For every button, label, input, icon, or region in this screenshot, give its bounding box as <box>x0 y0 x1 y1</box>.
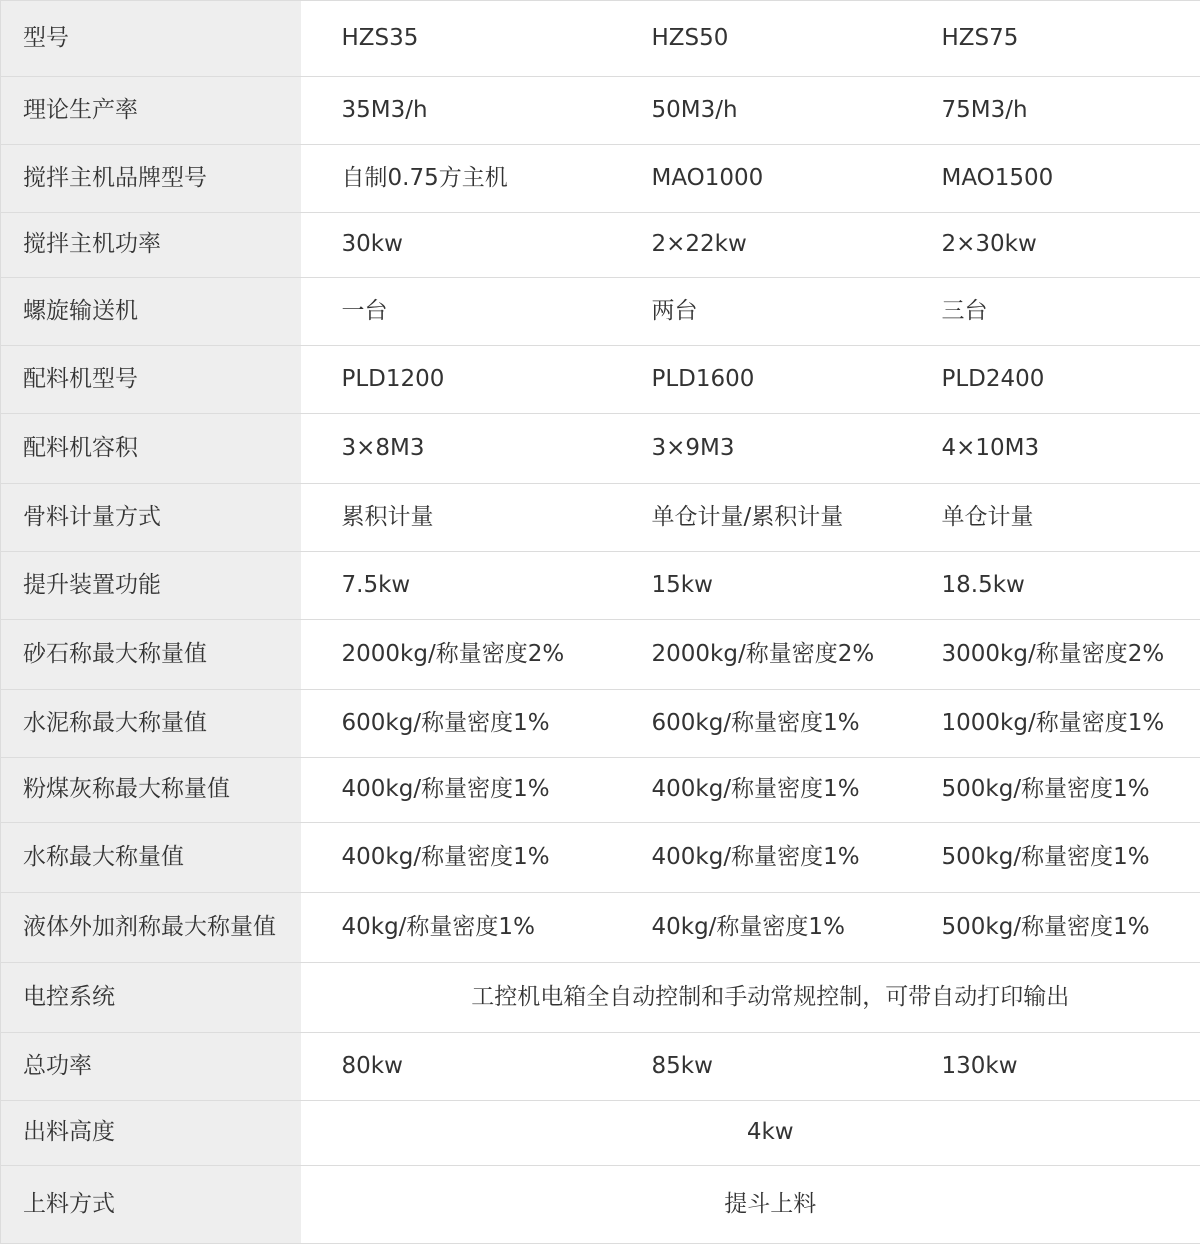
value-cell: 15kw <box>611 552 901 620</box>
value-cell: HZS75 <box>901 1 1200 77</box>
value-cell: 3×9M3 <box>611 414 901 484</box>
table-row <box>1 620 1200 690</box>
row-label: 水泥称最大称量值 <box>1 690 301 758</box>
value-cell: 一台 <box>301 278 611 346</box>
table-row <box>1 1166 1200 1244</box>
value-cell: 400kg/称量密度1% <box>611 758 901 823</box>
value-cell: 3×8M3 <box>301 414 611 484</box>
value-cell: PLD1600 <box>611 346 901 414</box>
row-label: 总功率 <box>1 1033 301 1101</box>
value-cell: 600kg/称量密度1% <box>611 690 901 758</box>
row-label: 理论生产率 <box>1 77 301 145</box>
merged-value-cell <box>301 1101 1200 1166</box>
value-cell: 两台 <box>611 278 901 346</box>
value-cell: PLD1200 <box>301 346 611 414</box>
value-cell: 单仓计量 <box>901 484 1200 552</box>
table-row <box>1 758 1200 823</box>
value-cell: 40kg/称量密度1% <box>611 893 901 963</box>
merged-value: 提斗上料 <box>724 1190 817 1217</box>
value-cell: 400kg/称量密度1% <box>301 758 611 823</box>
row-label: 配料机型号 <box>1 346 301 414</box>
row-label: 螺旋输送机 <box>1 278 301 346</box>
row-label: 水称最大称量值 <box>1 823 301 893</box>
row-label: 出料高度 <box>1 1101 301 1166</box>
value-cell: 4×10M3 <box>901 414 1200 484</box>
row-label: 骨料计量方式 <box>1 484 301 552</box>
value-cell: 400kg/称量密度1% <box>301 823 611 893</box>
table-row <box>1 145 1200 213</box>
value-cell: 35M3/h <box>301 77 611 145</box>
row-label: 液体外加剂称最大称量值 <box>1 893 301 963</box>
row-label: 砂石称最大称量值 <box>1 620 301 690</box>
value-cell: 自制0.75方主机 <box>301 145 611 213</box>
table-row <box>1 77 1200 145</box>
value-cell: 2000kg/称量密度2% <box>301 620 611 690</box>
row-label: 上料方式 <box>1 1166 301 1244</box>
value-cell: 130kw <box>901 1033 1200 1101</box>
table-row <box>1 1 1200 77</box>
table-row <box>1 552 1200 620</box>
row-label: 电控系统 <box>1 963 301 1033</box>
value-cell: MAO1500 <box>901 145 1200 213</box>
row-label: 搅拌主机品牌型号 <box>1 145 301 213</box>
value-cell: 40kg/称量密度1% <box>301 893 611 963</box>
value-cell: 600kg/称量密度1% <box>301 690 611 758</box>
table-row <box>1 1101 1200 1166</box>
merged-value-cell <box>301 963 1200 1033</box>
merged-value: 工控机电箱全自动控制和手动常规控制，可带自动打印输出 <box>471 983 1070 1010</box>
table-row <box>1 823 1200 893</box>
merged-value-cell <box>301 1166 1200 1244</box>
row-label: 配料机容积 <box>1 414 301 484</box>
value-cell: 75M3/h <box>901 77 1200 145</box>
row-label: 型号 <box>1 1 301 77</box>
value-cell: 3000kg/称量密度2% <box>901 620 1200 690</box>
value-cell: 400kg/称量密度1% <box>611 823 901 893</box>
value-cell: 500kg/称量密度1% <box>901 758 1200 823</box>
value-cell: 18.5kw <box>901 552 1200 620</box>
row-label: 提升装置功能 <box>1 552 301 620</box>
value-cell: 500kg/称量密度1% <box>901 893 1200 963</box>
value-cell: 三台 <box>901 278 1200 346</box>
value-cell: 累积计量 <box>301 484 611 552</box>
value-cell: 2000kg/称量密度2% <box>611 620 901 690</box>
merged-value: 4kw <box>746 1119 794 1146</box>
value-cell: 2×22kw <box>611 213 901 278</box>
table-row <box>1 484 1200 552</box>
value-cell: 80kw <box>301 1033 611 1101</box>
table-row <box>1 414 1200 484</box>
value-cell: PLD2400 <box>901 346 1200 414</box>
table-row <box>1 893 1200 963</box>
value-cell: 85kw <box>611 1033 901 1101</box>
value-cell: 7.5kw <box>301 552 611 620</box>
table-row <box>1 346 1200 414</box>
value-cell: MAO1000 <box>611 145 901 213</box>
table-row <box>1 1033 1200 1101</box>
value-cell: 30kw <box>301 213 611 278</box>
table-row <box>1 963 1200 1033</box>
value-cell: 2×30kw <box>901 213 1200 278</box>
value-cell: 1000kg/称量密度1% <box>901 690 1200 758</box>
value-cell: HZS50 <box>611 1 901 77</box>
table-row <box>1 213 1200 278</box>
table-row <box>1 690 1200 758</box>
value-cell: 500kg/称量密度1% <box>901 823 1200 893</box>
row-label: 粉煤灰称最大称量值 <box>1 758 301 823</box>
table-row <box>1 278 1200 346</box>
row-label: 搅拌主机功率 <box>1 213 301 278</box>
value-cell: 50M3/h <box>611 77 901 145</box>
value-cell: 单仓计量/累积计量 <box>611 484 901 552</box>
value-cell: HZS35 <box>301 1 611 77</box>
